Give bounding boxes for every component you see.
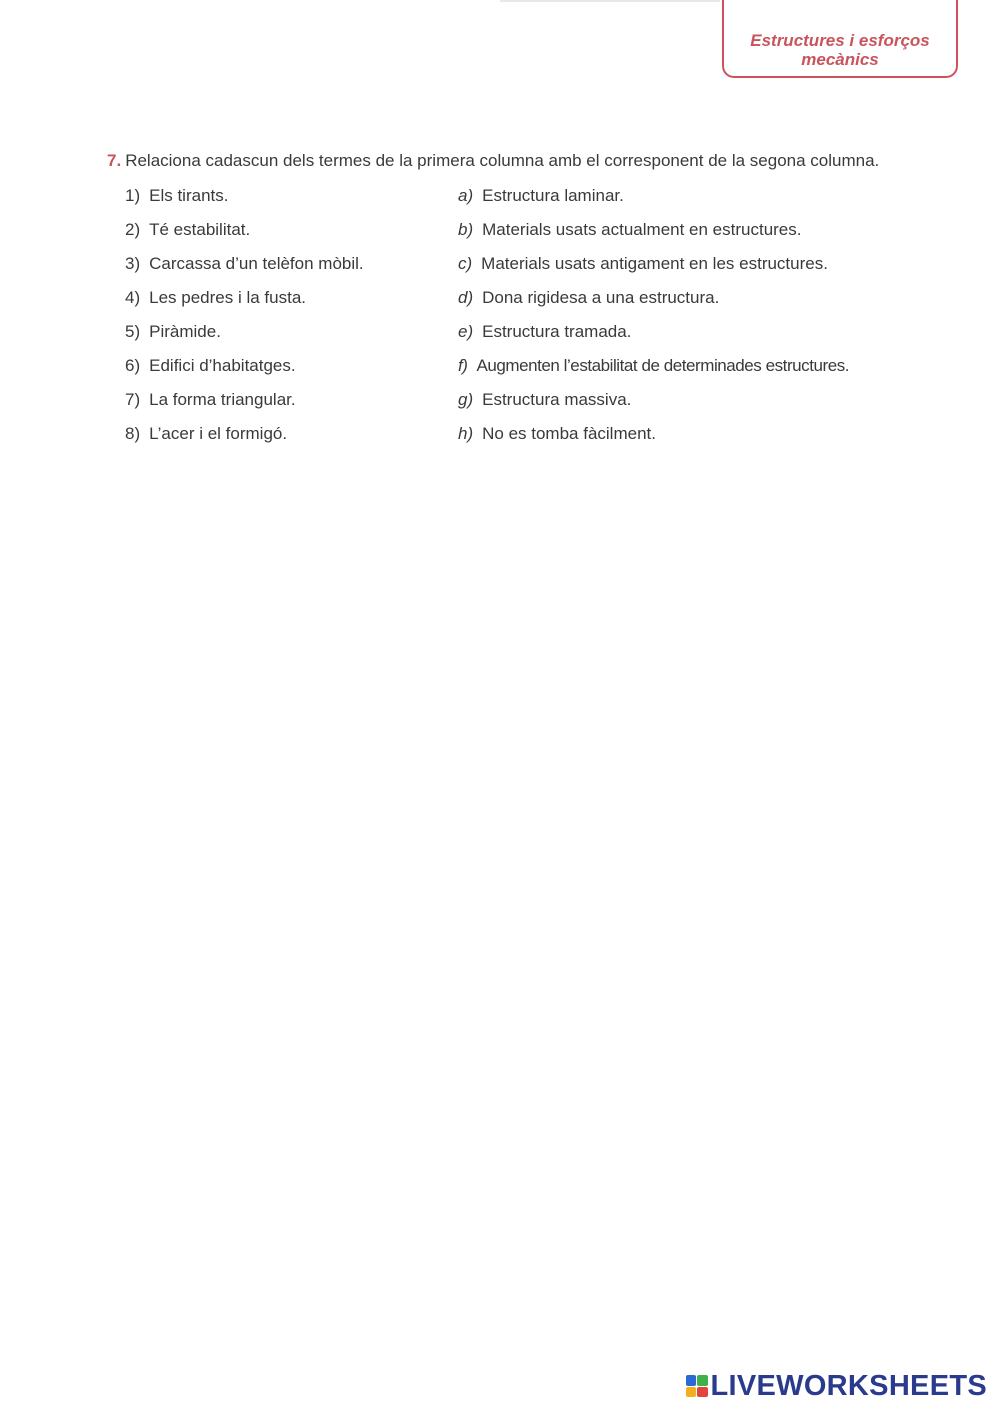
matching-row (107, 354, 907, 378)
term-item[interactable] (125, 422, 287, 446)
liveworksheets-logo-icon (686, 1375, 708, 1397)
definition-item[interactable] (458, 286, 719, 310)
definition-letter: h) (458, 424, 474, 443)
term-text: Les pedres i la fusta. (149, 288, 306, 307)
definition-item[interactable] (458, 252, 828, 276)
definition-item[interactable] (458, 320, 631, 344)
term-number: 8) (125, 424, 141, 443)
exercise-prompt (107, 150, 907, 172)
term-number: 3) (125, 254, 141, 273)
chapter-header-tab (722, 0, 958, 78)
definition-text: No es tomba fàcilment. (482, 424, 656, 443)
definition-text: Augmenten l’estabilitat de determinades estructures. (476, 356, 850, 375)
exercise-instruction: Relaciona cadascun dels termes de la primera columna amb el corresponent de la segona columna. (125, 151, 880, 170)
definition-letter: d) (458, 288, 474, 307)
definition-text: Dona rigidesa a una estructura. (482, 288, 720, 307)
matching-row (107, 184, 907, 208)
term-item[interactable] (125, 218, 250, 242)
definition-text: Estructura laminar. (482, 186, 624, 205)
chapter-title-line-1: Estructures i esforços (750, 31, 930, 50)
term-item[interactable] (125, 184, 228, 208)
definition-letter: a) (458, 186, 474, 205)
definition-text: Materials usats antigament en les estructures. (481, 254, 828, 273)
exercise-7 (107, 150, 907, 443)
term-text: Piràmide. (149, 322, 221, 341)
matching-row (107, 218, 907, 242)
matching-row (107, 388, 907, 412)
term-text: Carcassa d’un telèfon mòbil. (149, 254, 364, 273)
liveworksheets-brand (686, 1369, 988, 1403)
term-item[interactable] (125, 252, 364, 276)
definition-text: Estructura tramada. (482, 322, 632, 341)
matching-row (107, 422, 907, 446)
term-number: 7) (125, 390, 141, 409)
term-text: La forma triangular. (149, 390, 296, 409)
term-text: L’acer i el formigó. (149, 424, 288, 443)
definition-item[interactable] (458, 422, 656, 446)
logo-tile (697, 1387, 708, 1398)
term-text: Els tirants. (149, 186, 229, 205)
term-item[interactable] (125, 388, 296, 412)
definition-item[interactable] (458, 184, 624, 208)
matching-row (107, 320, 907, 344)
term-number: 4) (125, 288, 141, 307)
term-number: 6) (125, 356, 141, 375)
term-text: Té estabilitat. (149, 220, 251, 239)
term-item[interactable] (125, 320, 221, 344)
brand-name: LIVEWORKSHEETS (710, 1369, 987, 1402)
top-divider (500, 0, 720, 2)
term-number: 2) (125, 220, 141, 239)
definition-item[interactable] (458, 388, 631, 412)
term-item[interactable] (125, 354, 296, 378)
logo-tile (697, 1375, 708, 1386)
matching-row (107, 252, 907, 276)
definition-item[interactable] (458, 218, 802, 242)
definition-letter: g) (458, 390, 474, 409)
logo-tile (686, 1387, 697, 1398)
term-item[interactable] (125, 286, 306, 310)
definition-item[interactable] (458, 354, 849, 378)
term-text: Edifici d’habitatges. (149, 356, 296, 375)
matching-row (107, 286, 907, 310)
term-number: 5) (125, 322, 141, 341)
definition-letter: e) (458, 322, 474, 341)
logo-tile (686, 1375, 697, 1386)
definition-text: Materials usats actualment en estructures. (482, 220, 802, 239)
definition-letter: f) (458, 356, 468, 375)
definition-letter: b) (458, 220, 474, 239)
chapter-title-line-2: mecànics (801, 50, 879, 69)
term-number: 1) (125, 186, 141, 205)
definition-text: Estructura massiva. (482, 390, 632, 409)
definition-letter: c) (458, 254, 473, 273)
exercise-number: 7. (107, 151, 122, 170)
